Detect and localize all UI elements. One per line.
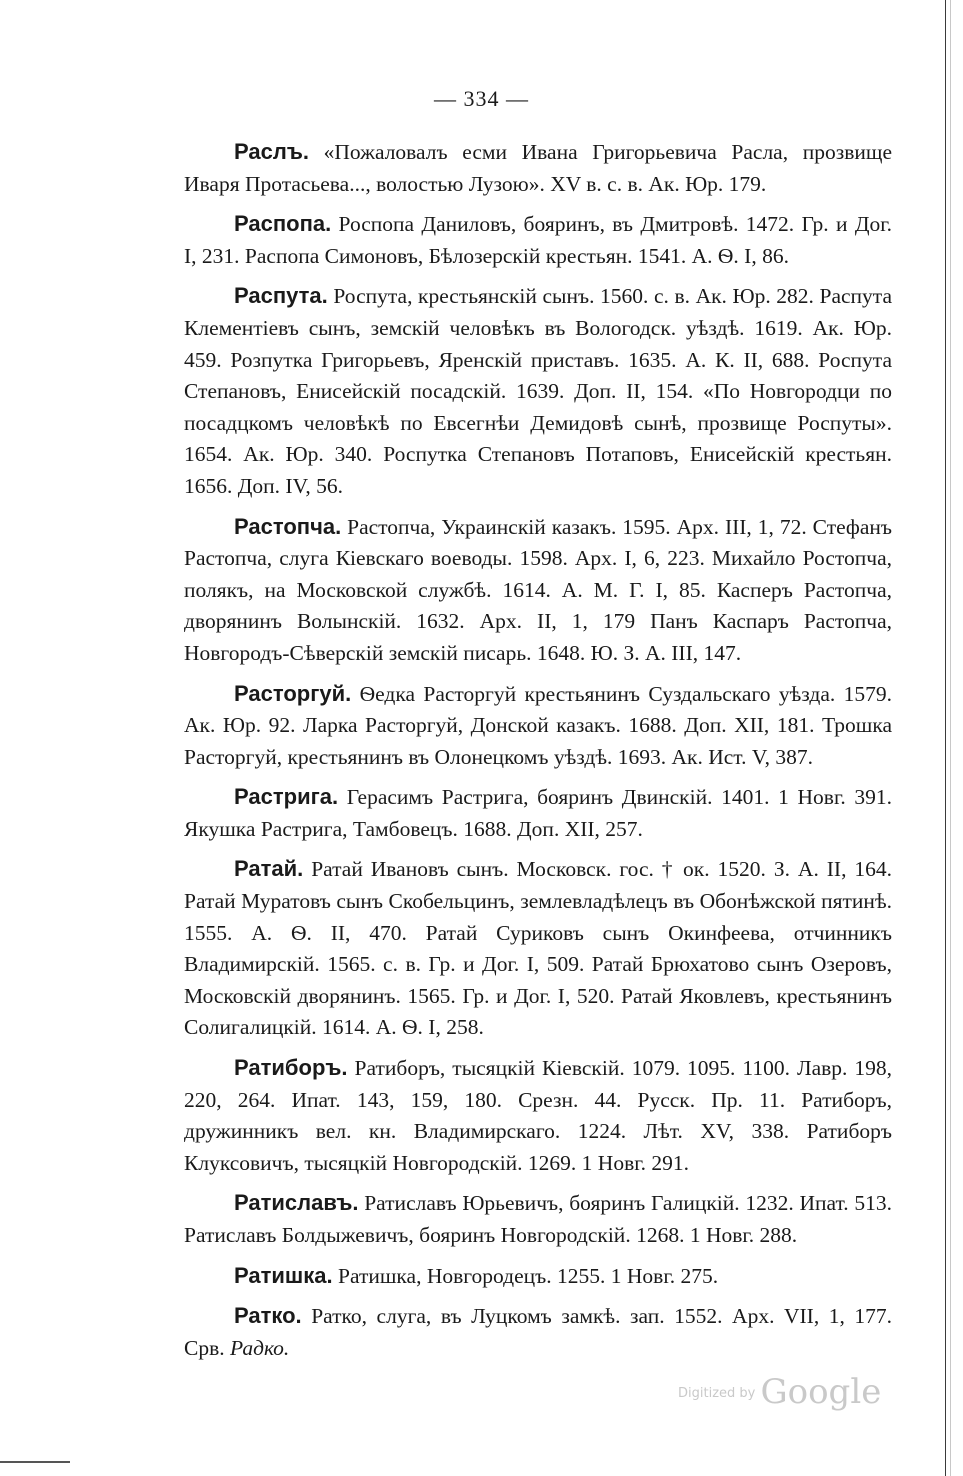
entry-headword: Ратиборъ. xyxy=(234,1055,348,1081)
entry-headword: Ратишка. xyxy=(234,1262,333,1288)
entry-text: «Пожаловалъ есми Ивана Григорьевича Расла, прозвище Иваря Протасьева..., волостью Лузою». XV в. с. в. Ак. Юр. 179. xyxy=(184,140,892,196)
digitized-watermark xyxy=(678,1372,881,1412)
entry xyxy=(184,280,892,502)
entry xyxy=(184,1300,892,1364)
google-logo: Google xyxy=(760,1372,882,1412)
entry xyxy=(184,136,892,200)
entry xyxy=(184,1260,892,1293)
entry-headword: Ратай. xyxy=(234,856,304,882)
entry-text: Ратиборъ, тысяцкій Кіевскій. 1079. 1095. 1100. Лавр. 198, 220, 264. Ипат. 143, 159, 180. Срезн. 44. Русск. Пр. 11. Ратиборъ, дружинникъ вел. кн. Владимирскаго. 1224. Лѣт. XV, 338. Ратиборъ Клуксовичъ, тысяцкій Новгородскій. 1269. 1 Новг. 291. xyxy=(184,1056,892,1175)
page-edge-line xyxy=(945,0,946,1476)
entry-text: Ратко, слуга, въ Луцкомъ замкѣ. зап. 1552. Арх. VII, 1, 177. Срв. xyxy=(184,1304,892,1360)
entry-headword: Раслъ. xyxy=(234,139,309,164)
entry-text: Ратай Ивановъ сынъ. Московск. гос. † ок. 1520. З. А. II, 164. Ратай Муратовъ сынъ Скобельцинъ, землевладѣлецъ въ Обонѣжской пятинѣ. 1555. А. Ѳ. II, 470. Ратай Суриковъ сынъ Окинфеева, отчинникъ Владимирскій. 1565. с. в. Гр. и Дог. I, 509. Ратай Брюхатово сынъ Озеровъ, Московскій дворянинъ. 1565. Гр. и Дог. I, 520. Ратай Яковлевъ, крестьянинъ Солигалицкій. 1614. А. Ѳ. I, 258. xyxy=(184,857,892,1040)
dictionary-text xyxy=(184,136,892,1372)
entry xyxy=(184,1187,892,1251)
scan-corner-mark xyxy=(0,1461,70,1463)
entry-headword: Растопча. xyxy=(234,513,342,539)
entry-headword: Распопа. xyxy=(234,211,332,237)
entry-text: Растопча, Украинскій казакъ. 1595. Арх. III, 1, 72. Стефанъ Растопча, слуга Кіевскаго воеводы. 1598. Арх. I, 6, 223. Михайло Ростопча, полякъ, на Московской службѣ. 1614. А. М. Г. I, 85. Касперъ Растопча, дворянинъ Волынскій. 1632. Арх. II, 1, 179 Панъ Каспаръ Растопча, Новгородъ-Сѣверскій земскій писарь. 1648. Ю. З. А. III, 147. xyxy=(184,514,892,665)
entry-text: Ѳедка Расторгуй крестьянинъ Суздальскаго уѣзда. 1579. Ак. Юр. 92. Ларка Расторгуй, Донской казакъ. 1688. Доп. XII, 181. Трошка Расторгуй, крестьянинъ въ Олонецкомъ уѣздѣ. 1693. Ак. Ист. V, 387. xyxy=(184,681,892,769)
entry-text: Ратишка, Новгородецъ. 1255. 1 Новг. 275. xyxy=(332,1263,719,1288)
entry xyxy=(184,1052,892,1179)
entry xyxy=(184,853,892,1044)
watermark-prefix: Digitized by xyxy=(678,1386,756,1401)
entry xyxy=(184,208,892,272)
entry-headword: Растрига. xyxy=(234,784,339,810)
entry-text: Роспута, крестьянскій сынъ. 1560. с. в. Ак. Юр. 282. Распута Клементіевъ сынъ, земскій человѣкъ въ Вологодск. уѣздѣ. 1619. Ак. Юр. 459. Розпутка Григорьевъ, Яренскій приставъ. 1635. А. К. II, 688. Роспута Степановъ, Енисейскій посадскій. 1639. Доп. II, 154. «По Новгородци по посадцкомъ человѣкѣ по Евсегнѣи Демидовѣ сынѣ, прозвище Роспуты». 1654. Ак. Юр. 340. Роспутка Степановъ Потаповъ, Енисейскій крестьян. 1656. Доп. IV, 56. xyxy=(184,284,892,498)
entry-text: Роспопа Даниловъ, бояринъ, въ Дмитровѣ. 1472. Гр. и Дог. I, 231. Распопа Симоновъ, Бѣлозерскій крестьян. 1541. А. Ѳ. I, 86. xyxy=(184,212,892,268)
page-number: — 334 — xyxy=(434,86,529,111)
entry-headword: Ратко. xyxy=(234,1303,302,1329)
entry xyxy=(184,678,892,774)
page-edge-shadow xyxy=(950,0,951,1476)
entry-text: Ратиславъ Юрьевичъ, бояринъ Галицкій. 1232. Ипат. 513. Ратиславъ Болдыжевичъ, бояринъ Новгородскій. 1268. 1 Новг. 288. xyxy=(184,1191,892,1247)
entry-headword: Расторгуй. xyxy=(234,680,352,706)
entry xyxy=(184,511,892,670)
entry xyxy=(184,781,892,845)
entry-headword: Ратиславъ. xyxy=(234,1190,359,1216)
cross-reference: Радко. xyxy=(230,1335,290,1360)
entry-text: Герасимъ Растрига, бояринъ Двинскій. 1401. 1 Новг. 391. Якушка Растрига, Тамбовецъ. 1688. Доп. XII, 257. xyxy=(184,785,892,841)
entry-headword: Распута. xyxy=(234,283,328,309)
